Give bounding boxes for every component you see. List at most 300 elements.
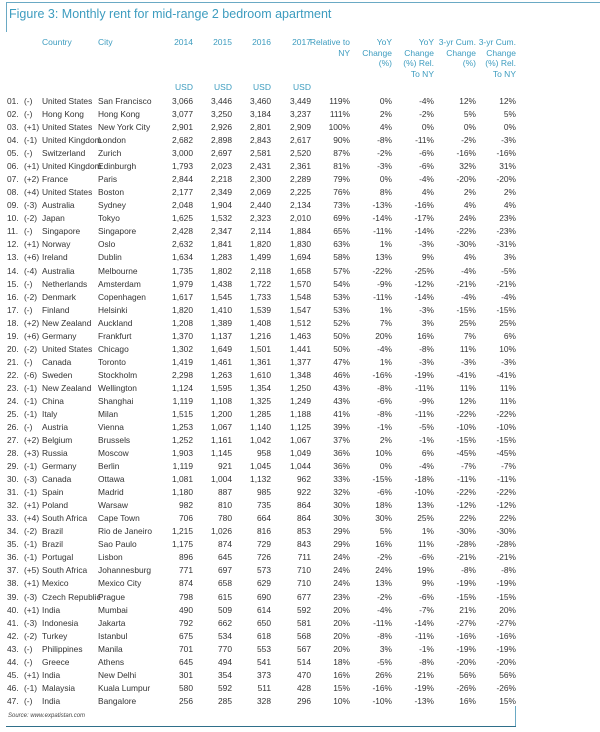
cell-rank-change: (-3)	[24, 200, 38, 211]
cell-cum-change: 4%	[463, 200, 476, 211]
cell-rent-2017: 1,188	[290, 408, 311, 419]
cell-cum-change-rel-ny: 15%	[499, 695, 516, 706]
cell-yoy-change-rel-ny: -1%	[419, 435, 434, 446]
cell-yoy-change: -4%	[377, 604, 392, 615]
cell-country: Finland	[42, 304, 70, 315]
cell-relative-to-ny: 87%	[333, 148, 350, 159]
cell-city: New Delhi	[98, 669, 137, 680]
cell-yoy-change: 13%	[375, 252, 392, 263]
cell-rent-2016: 1,501	[250, 343, 271, 354]
cell-rent-2017: 592	[297, 604, 311, 615]
cell-rent-2016: 614	[257, 604, 271, 615]
cell-yoy-change: -11%	[373, 617, 392, 628]
cell-rent-2015: 1,904	[211, 200, 232, 211]
cell-yoy-change: -2%	[377, 148, 392, 159]
cell-yoy-change: 7%	[379, 317, 392, 328]
cell-yoy-change-rel-ny: -3%	[419, 356, 434, 367]
cell-cum-change: -21%	[456, 278, 476, 289]
cell-city: Copenhagen	[98, 291, 146, 302]
cell-country: South Africa	[42, 513, 88, 524]
cell-rent-2017: 581	[297, 617, 311, 628]
cell-rent-2015: 1,161	[211, 435, 232, 446]
cell-rank-change: (+3)	[24, 448, 40, 459]
cell-rent-2014: 1,820	[172, 304, 193, 315]
cell-rank: 37.	[7, 565, 19, 576]
cell-relative-to-ny: 76%	[333, 187, 350, 198]
cell-rent-2014: 675	[179, 630, 193, 641]
cell-rent-2015: 1,438	[211, 278, 232, 289]
cell-cum-change: -19%	[456, 578, 476, 589]
cell-rent-2014: 1,302	[172, 343, 193, 354]
cell-rank-change: (+4)	[24, 513, 40, 524]
cell-yoy-change-rel-ny: -6%	[419, 552, 434, 563]
cell-rent-2014: 701	[179, 643, 193, 654]
cell-rent-2016: 1,042	[250, 435, 271, 446]
cell-rent-2015: 1,545	[211, 291, 232, 302]
table-row	[0, 473, 600, 486]
cell-rank: 31.	[7, 487, 19, 498]
cell-cum-change: -12%	[456, 500, 476, 511]
cell-yoy-change-rel-ny: 16%	[417, 330, 434, 341]
cell-country: Malaysia	[42, 682, 76, 693]
cell-city: San Francisco	[98, 96, 152, 106]
header-yoy: YoY Change (%)	[362, 37, 392, 68]
cell-rent-2014: 1,253	[172, 422, 193, 432]
cell-cum-change: -20%	[456, 656, 476, 667]
left-border	[6, 2, 7, 32]
cell-city: Chicago	[98, 343, 129, 354]
cell-rent-2016: 985	[257, 487, 271, 498]
cell-yoy-change-rel-ny: -17%	[414, 213, 434, 224]
cell-rent-2014: 1,175	[172, 539, 193, 550]
cell-city: Bangalore	[98, 695, 137, 706]
cell-rank: 23.	[7, 382, 19, 393]
cell-rent-2016: 2,431	[250, 161, 271, 172]
cell-yoy-change: 24%	[375, 565, 392, 576]
cell-country: Canada	[42, 474, 72, 485]
cell-rent-2014: 1,208	[172, 317, 193, 328]
cell-city: Auckland	[98, 317, 133, 328]
cell-rent-2015: 494	[218, 656, 232, 667]
cell-rank-change: (-3)	[24, 474, 38, 485]
cell-cum-change-rel-ny: -15%	[496, 435, 516, 446]
cell-relative-to-ny: 36%	[333, 448, 350, 459]
cell-rent-2014: 1,735	[172, 265, 193, 276]
cell-rent-2015: 2,349	[211, 187, 232, 198]
cell-rank-change: (-1)	[24, 408, 38, 419]
cell-rent-2017: 1,441	[290, 343, 311, 354]
cell-city: London	[98, 135, 126, 146]
cell-rent-2014: 1,215	[172, 526, 193, 537]
cell-country: Brazil	[42, 539, 63, 550]
cell-cum-change-rel-ny: -27%	[496, 617, 516, 628]
table-row	[0, 108, 600, 121]
table-row	[0, 186, 600, 199]
cell-city: Toronto	[98, 356, 126, 367]
cell-cum-change-rel-ny: -15%	[496, 591, 516, 602]
cell-city: Helsinki	[98, 304, 128, 315]
cell-yoy-change-rel-ny: -19%	[414, 682, 434, 693]
cell-rank: 20.	[7, 343, 19, 354]
table-row	[0, 212, 600, 225]
cell-cum-change: -28%	[456, 539, 476, 550]
cell-rent-2014: 1,515	[172, 408, 193, 419]
cell-relative-to-ny: 36%	[333, 461, 350, 472]
cell-cum-change: -16%	[456, 630, 476, 641]
cell-yoy-change: -6%	[377, 487, 392, 498]
cell-relative-to-ny: 57%	[333, 265, 350, 276]
table-row	[0, 591, 600, 604]
cell-rent-2014: 3,000	[172, 148, 193, 159]
cell-rank-change: (+4)	[24, 187, 40, 198]
cell-rent-2014: 3,077	[172, 109, 193, 120]
cell-cum-change-rel-ny: -22%	[496, 487, 516, 498]
cell-cum-change: 0%	[463, 122, 476, 133]
cell-rent-2017: 2,520	[290, 148, 311, 159]
cell-rent-2014: 771	[179, 565, 193, 576]
unit-2015: USD	[214, 82, 232, 92]
cell-rank: 41.	[7, 617, 19, 628]
cell-rent-2015: 1,137	[211, 330, 232, 341]
cell-yoy-change-rel-ny: -9%	[419, 395, 434, 406]
cell-relative-to-ny: 52%	[333, 317, 350, 328]
cell-city: Edinburgh	[98, 161, 137, 172]
cell-relative-to-ny: 30%	[333, 513, 350, 524]
cell-country: South Africa	[42, 565, 88, 576]
cell-yoy-change: -14%	[372, 213, 392, 224]
cell-rent-2017: 1,348	[290, 369, 311, 380]
header-2015: 2015	[213, 37, 232, 47]
cell-yoy-change-rel-ny: -6%	[419, 161, 434, 172]
cell-cum-change: -15%	[456, 304, 476, 315]
cell-rent-2015: 2,218	[211, 174, 232, 185]
cell-cum-change: 21%	[459, 604, 476, 615]
cell-rent-2016: 1,285	[250, 408, 271, 419]
cell-city: Paris	[98, 174, 118, 185]
cell-cum-change-rel-ny: -11%	[497, 474, 516, 485]
cell-cum-change-rel-ny: -3%	[501, 356, 516, 367]
cell-yoy-change: 0%	[379, 96, 392, 106]
cell-yoy-change: 1%	[379, 239, 392, 250]
cell-rank-change: (+1)	[24, 578, 40, 589]
cell-rent-2014: 2,298	[172, 369, 193, 380]
cell-relative-to-ny: 81%	[333, 161, 350, 172]
cell-rank-change: (-)	[24, 643, 33, 654]
cell-rent-2014: 706	[179, 513, 193, 524]
cell-city: Singapore	[98, 226, 137, 237]
cell-rent-2014: 1,119	[172, 461, 193, 472]
cell-rent-2015: 1,649	[211, 343, 232, 354]
cell-yoy-change: 10%	[375, 448, 392, 459]
cell-rent-2017: 1,377	[290, 356, 311, 367]
cell-rank: 01.	[7, 96, 19, 106]
header-2016: 2016	[252, 37, 271, 47]
bottom-border	[6, 726, 516, 727]
cell-rent-2014: 1,617	[172, 291, 193, 302]
cell-cum-change-rel-ny: -19%	[496, 643, 516, 654]
cell-city: Melbourne	[98, 265, 138, 276]
cell-yoy-change-rel-ny: 11%	[417, 539, 434, 550]
cell-rank-change: (-)	[24, 96, 33, 106]
cell-cum-change: -15%	[456, 591, 476, 602]
cell-rent-2016: 1,733	[250, 291, 271, 302]
cell-cum-change-rel-ny: -4%	[501, 291, 516, 302]
cell-rank-change: (-2)	[24, 291, 38, 302]
header-cum: 3-yr Cum. Change (%)	[438, 37, 476, 68]
unit-2016: USD	[253, 82, 271, 92]
cell-yoy-change-rel-ny: -6%	[419, 148, 434, 159]
cell-relative-to-ny: 58%	[333, 252, 350, 263]
cell-yoy-change-rel-ny: -13%	[414, 695, 434, 706]
cell-country: Spain	[42, 487, 64, 498]
cell-relative-to-ny: 54%	[333, 278, 350, 289]
cell-country: Norway	[42, 239, 71, 250]
unit-2014: USD	[175, 82, 193, 92]
cell-rent-2017: 428	[297, 682, 311, 693]
cell-yoy-change-rel-ny: -5%	[419, 422, 434, 432]
cell-rent-2017: 567	[297, 643, 311, 654]
cell-city: New York City	[98, 122, 151, 133]
cell-country: Germany	[42, 461, 77, 472]
cell-rent-2017: 864	[297, 513, 311, 524]
cell-yoy-change-rel-ny: -3%	[419, 304, 434, 315]
cell-country: Portugal	[42, 552, 74, 563]
cell-cum-change-rel-ny: -5%	[501, 265, 516, 276]
table-row	[0, 669, 600, 682]
cell-city: Boston	[98, 187, 125, 198]
cell-rent-2017: 1,249	[290, 395, 311, 406]
cell-cum-change-rel-ny: -3%	[501, 135, 516, 146]
header-2014: 2014	[174, 37, 193, 47]
cell-rank: 27.	[7, 435, 19, 446]
cell-city: Berlin	[98, 461, 120, 472]
header-2017: 2017	[292, 37, 311, 47]
cell-rent-2017: 711	[297, 552, 311, 563]
cell-relative-to-ny: 41%	[333, 408, 350, 419]
table-row	[0, 251, 600, 264]
cell-yoy-change: 3%	[379, 643, 392, 654]
cell-country: New Zealand	[42, 317, 92, 328]
cell-country: Mexico	[42, 578, 69, 589]
cell-country: Denmark	[42, 291, 76, 302]
cell-yoy-change: -8%	[377, 408, 392, 419]
cell-yoy-change-rel-ny: 6%	[421, 448, 434, 459]
cell-country: Brazil	[42, 526, 63, 537]
cell-rent-2016: 726	[257, 552, 271, 563]
cell-rent-2015: 921	[218, 461, 232, 472]
cell-rank: 03.	[7, 122, 19, 133]
cell-city: Moscow	[98, 448, 129, 459]
cell-cum-change: -7%	[461, 461, 476, 472]
cell-yoy-change: -16%	[372, 369, 392, 380]
cell-rank: 04.	[7, 135, 19, 146]
cell-cum-change-rel-ny: -7%	[501, 461, 516, 472]
cell-rent-2017: 1,884	[290, 226, 311, 237]
cell-relative-to-ny: 16%	[333, 669, 350, 680]
cell-city: Frankfurt	[98, 330, 132, 341]
top-border	[6, 2, 600, 3]
cell-yoy-change: 2%	[379, 435, 392, 446]
cell-cum-change: -27%	[456, 617, 476, 628]
cell-yoy-change-rel-ny: -11%	[415, 135, 434, 146]
cell-rank-change: (-1)	[24, 135, 38, 146]
cell-yoy-change: -8%	[377, 135, 392, 146]
cell-yoy-change-rel-ny: -14%	[414, 617, 434, 628]
cell-rent-2017: 2,909	[290, 122, 311, 133]
cell-rank-change: (-2)	[24, 213, 38, 224]
cell-city: Sao Paulo	[98, 539, 137, 550]
cell-rank: 11.	[7, 226, 19, 237]
cell-cum-change-rel-ny: 56%	[499, 669, 516, 680]
cell-rent-2014: 3,066	[172, 96, 193, 106]
cell-rent-2017: 1,044	[290, 461, 311, 472]
cell-relative-to-ny: 10%	[333, 695, 350, 706]
cell-yoy-change: -4%	[377, 343, 392, 354]
cell-rent-2017: 1,049	[290, 448, 311, 459]
cell-rent-2014: 1,903	[172, 448, 193, 459]
cell-cum-change: 11%	[459, 382, 476, 393]
table-row	[0, 630, 600, 643]
cell-city: Ottawa	[98, 474, 125, 485]
cell-rent-2017: 514	[297, 656, 311, 667]
cell-yoy-change-rel-ny: -11%	[415, 382, 434, 393]
cell-rent-2014: 1,252	[172, 435, 193, 446]
cell-yoy-change: -8%	[377, 382, 392, 393]
cell-yoy-change: -3%	[377, 161, 392, 172]
cell-cum-change: -15%	[456, 435, 476, 446]
cell-city: Zurich	[98, 148, 122, 159]
cell-cum-change: 25%	[459, 317, 476, 328]
cell-country: Sweden	[42, 369, 73, 380]
cell-cum-change-rel-ny: -23%	[496, 226, 516, 237]
cell-rank-change: (-)	[24, 278, 33, 289]
cell-rent-2017: 1,658	[290, 265, 311, 276]
cell-yoy-change-rel-ny: 3%	[421, 317, 434, 328]
cell-rank: 13.	[7, 252, 19, 263]
cell-rent-2017: 470	[297, 669, 311, 680]
table-row	[0, 499, 600, 512]
cell-rent-2015: 1,595	[211, 382, 232, 393]
cell-rank: 43.	[7, 643, 19, 654]
table-row	[0, 160, 600, 173]
table-row	[0, 538, 600, 551]
cell-country: Netherlands	[42, 278, 88, 289]
cell-rent-2017: 2,617	[290, 135, 311, 146]
cell-rent-2015: 645	[218, 552, 232, 563]
cell-yoy-change-rel-ny: -8%	[419, 656, 434, 667]
cell-relative-to-ny: 39%	[333, 422, 350, 432]
cell-rent-2016: 664	[257, 513, 271, 524]
cell-yoy-change: 30%	[375, 513, 392, 524]
cell-rent-2016: 2,440	[250, 200, 271, 211]
cell-cum-change: -2%	[461, 135, 476, 146]
table-row	[0, 421, 600, 434]
cell-relative-to-ny: 20%	[333, 643, 350, 654]
cell-rent-2017: 962	[297, 474, 311, 485]
cell-cum-change-rel-ny: -12%	[496, 500, 516, 511]
cell-rank-change: (-1)	[24, 552, 38, 563]
table-row	[0, 369, 600, 382]
cell-country: Japan	[42, 213, 65, 224]
cell-rent-2016: 2,069	[250, 187, 271, 198]
cell-rent-2015: 1,841	[211, 239, 232, 250]
cell-cum-change: -19%	[456, 643, 476, 654]
table-row	[0, 577, 600, 590]
cell-yoy-change: 26%	[375, 669, 392, 680]
cell-country: India	[42, 669, 61, 680]
cell-yoy-change-rel-ny: -4%	[419, 461, 434, 472]
cell-cum-change-rel-ny: -21%	[496, 278, 516, 289]
cell-rent-2017: 710	[297, 578, 311, 589]
cell-country: Australia	[42, 200, 75, 211]
cell-rent-2017: 2,225	[290, 187, 311, 198]
cell-rank-change: (-1)	[24, 461, 38, 472]
cell-rent-2016: 2,801	[250, 122, 271, 133]
cell-cum-change: -3%	[461, 356, 476, 367]
cell-relative-to-ny: 24%	[333, 578, 350, 589]
cell-yoy-change-rel-ny: 21%	[417, 669, 434, 680]
cell-rent-2017: 1,125	[290, 422, 311, 432]
cell-rank: 08.	[7, 187, 19, 198]
cell-city: Oslo	[98, 239, 116, 250]
cell-rank: 22.	[7, 369, 19, 380]
cell-cum-change-rel-ny: -22%	[496, 408, 516, 419]
cell-relative-to-ny: 15%	[333, 682, 350, 693]
cell-rank-change: (+1)	[24, 239, 40, 250]
source-note: Source: www.expatistan.com	[8, 713, 86, 719]
cell-rent-2015: 874	[218, 539, 232, 550]
cell-city: Stockholm	[98, 369, 138, 380]
cell-cum-change-rel-ny: -28%	[496, 539, 516, 550]
cell-city: Prague	[98, 591, 126, 602]
cell-relative-to-ny: 24%	[333, 552, 350, 563]
cell-rank-change: (+1)	[24, 161, 40, 172]
cell-rent-2016: 1,140	[250, 422, 271, 432]
cell-cum-change: 7%	[463, 330, 476, 341]
cell-rent-2017: 843	[297, 539, 311, 550]
cell-rank-change: (+6)	[24, 330, 40, 341]
table-row	[0, 291, 600, 304]
cell-cum-change: 5%	[463, 109, 476, 120]
cell-yoy-change: -8%	[377, 630, 392, 641]
cell-yoy-change: -15%	[372, 474, 392, 485]
cell-rank-change: (+1)	[24, 604, 40, 615]
cell-city: Wellington	[98, 382, 137, 393]
cell-relative-to-ny: 46%	[333, 369, 350, 380]
cell-yoy-change: -2%	[377, 552, 392, 563]
cell-rent-2017: 1,570	[290, 278, 311, 289]
cell-yoy-change-rel-ny: -4%	[419, 174, 434, 185]
cell-city: Shanghai	[98, 395, 134, 406]
cell-cum-change: -22%	[456, 487, 476, 498]
cell-country: Hong Kong	[42, 109, 84, 120]
table-row	[0, 447, 600, 460]
cell-cum-change: 22%	[459, 513, 476, 524]
cell-yoy-change-rel-ny: 25%	[417, 513, 434, 524]
cell-rent-2014: 2,428	[172, 226, 193, 237]
cell-rent-2015: 810	[218, 500, 232, 511]
cell-relative-to-ny: 23%	[333, 591, 350, 602]
cell-rank: 09.	[7, 200, 19, 211]
cell-rent-2017: 296	[297, 695, 311, 706]
right-border	[515, 706, 516, 726]
cell-yoy-change: 1%	[379, 356, 392, 367]
cell-rent-2014: 792	[179, 617, 193, 628]
cell-country: United States	[42, 343, 93, 354]
cell-rent-2015: 770	[218, 643, 232, 654]
cell-cum-change-rel-ny: -20%	[496, 656, 516, 667]
table-row	[0, 551, 600, 564]
